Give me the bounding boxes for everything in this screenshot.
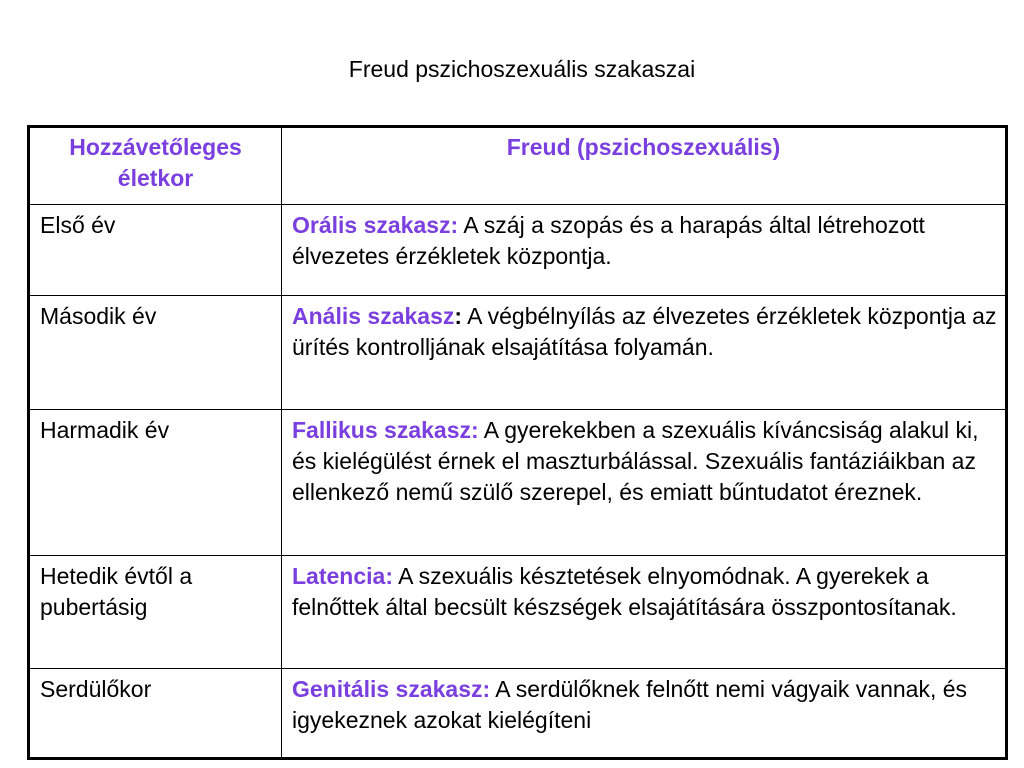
row-age: Hetedik évtől a pubertásig <box>29 556 282 669</box>
row-description-cell <box>282 205 1007 296</box>
row-description-cell <box>282 556 1007 669</box>
stages-table <box>27 125 1008 760</box>
table-row <box>29 556 1007 669</box>
stage-name: Latencia: <box>292 563 393 589</box>
stage-description: A gyerekekben a szexuális kíváncsiság alakul ki, és kielégülést érnek el maszturbálással. Szexuális fantáziáikban az ellenkező nemű szülő szerepel, és emiatt bűntudatot éreznek. <box>292 417 979 505</box>
stage-name: Fallikus szakasz: <box>292 417 479 443</box>
stage-colon: : <box>454 303 463 329</box>
row-description-cell <box>282 669 1007 759</box>
stage-description: A végbélnyílás az élvezetes érzékletek központja az ürítés kontrolljának elsajátítása folyamán. <box>292 303 997 360</box>
header-age: Hozzávetőleges életkor <box>29 127 282 205</box>
table-row <box>29 410 1007 556</box>
slide-title: Freud pszichoszexuális szakaszai <box>348 56 696 82</box>
row-age: Harmadik év <box>29 410 282 556</box>
row-description-cell <box>282 296 1007 410</box>
table-row <box>29 205 1007 296</box>
table-row <box>29 669 1007 759</box>
stage-description: A szexuális késztetések elnyomódnak. A gyerekek a felnőttek által becsült készségek elsajátítására összpontosítanak. <box>292 563 957 620</box>
row-age: Első év <box>29 205 282 296</box>
row-age: Serdülőkor <box>29 669 282 759</box>
stage-name: Orális szakasz: <box>292 212 459 238</box>
stage-description: A serdülőknek felnőtt nemi vágyaik vannak, és igyekeznek azokat kielégíteni <box>292 676 968 733</box>
header-stage: Freud (pszichoszexuális) <box>282 127 1007 205</box>
stage-name: Genitális szakasz: <box>292 676 491 702</box>
stage-name: Anális szakasz <box>292 303 455 329</box>
row-description-cell <box>282 410 1007 556</box>
table-row <box>29 296 1007 410</box>
stage-description: A száj a szopás és a harapás által létrehozott élvezetes érzékletek központja. <box>292 212 925 269</box>
table-header-row <box>29 127 1007 205</box>
row-age: Második év <box>29 296 282 410</box>
